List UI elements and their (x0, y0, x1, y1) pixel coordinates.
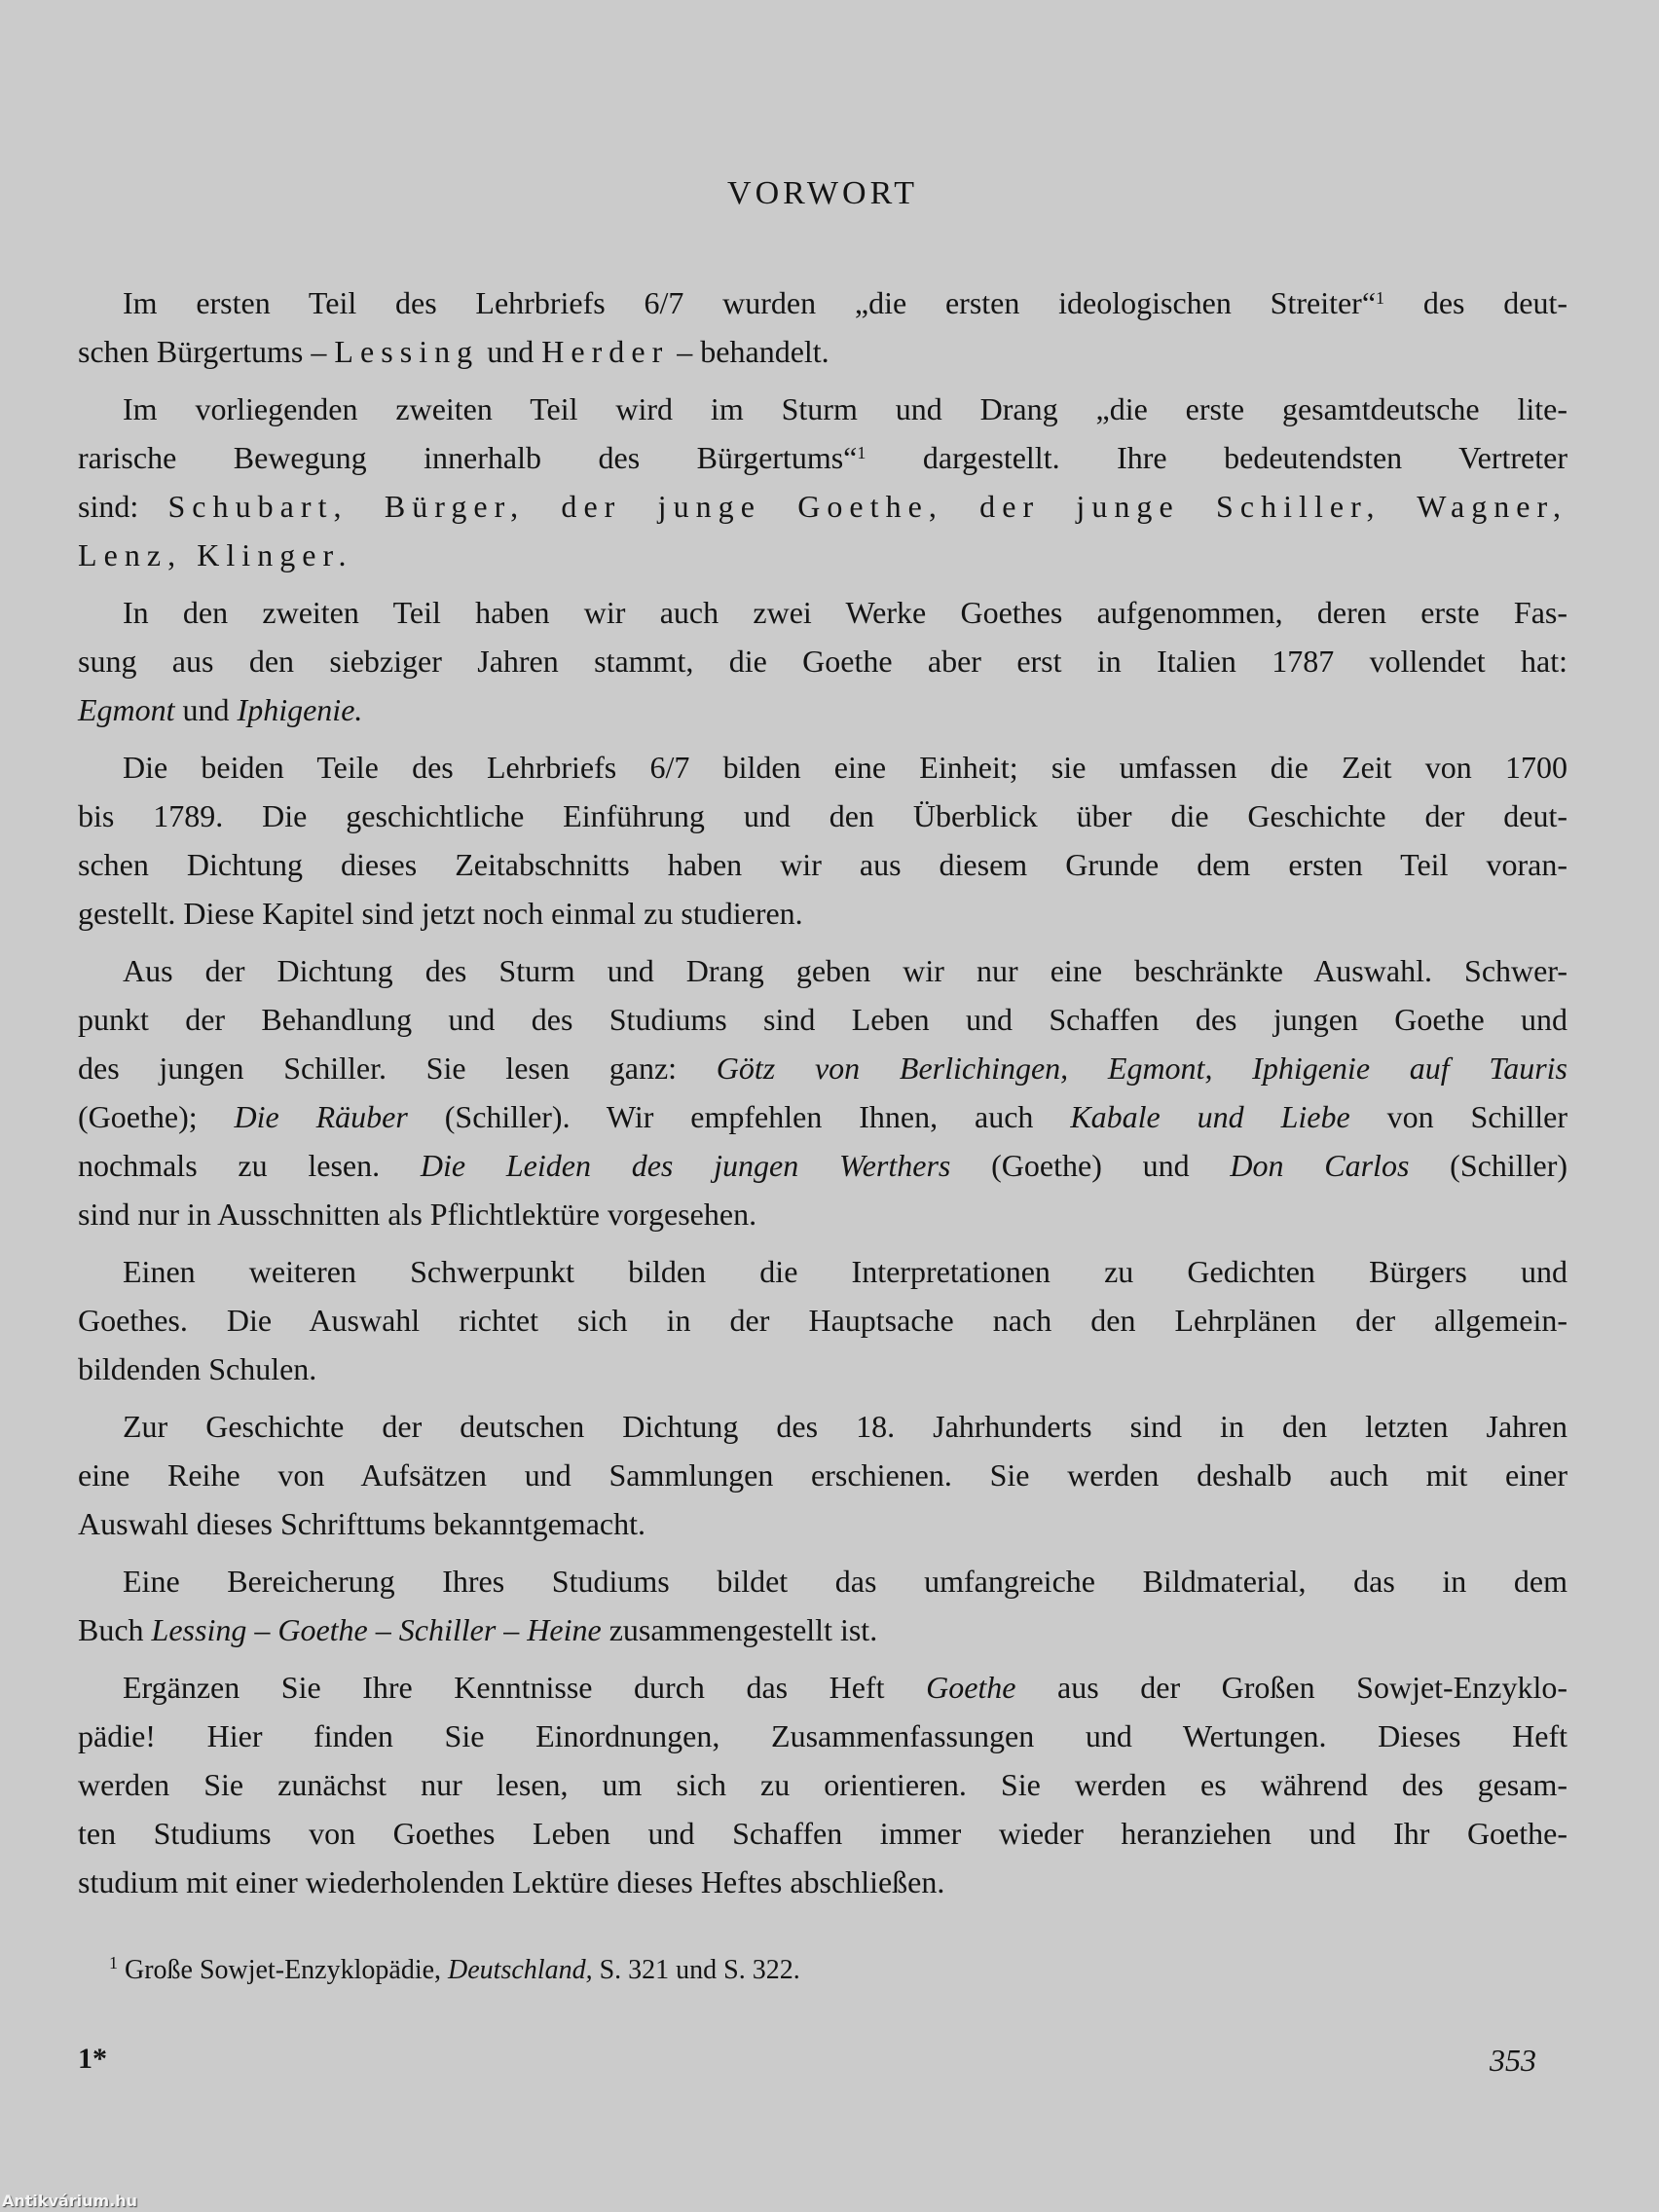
paragraph (78, 743, 1567, 938)
page-number: 353 (1490, 2043, 1536, 2078)
text-line (78, 531, 1567, 579)
text-segment: ten Studiums von Goethes Leben und Schaffen immer wieder heranziehen und Ihr Goethe- (78, 1816, 1567, 1851)
text-line (78, 385, 1567, 433)
text-segment: Don Carlos (1230, 1148, 1410, 1183)
text-segment: Goethes. Die Auswahl richtet sich in der Hauptsache nach den Lehrplänen der allgemein- (78, 1303, 1567, 1338)
text-segment: studium mit einer wiederholenden Lektüre dieses Heftes abschließen. (78, 1864, 945, 1899)
footnote-reference: 1 (1376, 288, 1385, 308)
text-segment: Buch (78, 1612, 152, 1647)
text-segment: gestellt. Diese Kapitel sind jetzt noch einmal zu studieren. (78, 896, 803, 931)
text-segment: Lessing (334, 334, 480, 369)
text-line (78, 1092, 1567, 1141)
text-line (78, 1044, 1567, 1092)
paragraph (78, 946, 1567, 1238)
text-line (78, 433, 1567, 482)
text-line (78, 588, 1567, 637)
text-segment: – behandelt. (669, 334, 830, 369)
text-line (78, 1557, 1567, 1605)
text-line (78, 1712, 1567, 1760)
text-segment: und (479, 334, 542, 369)
text-segment: zusammengestellt ist. (601, 1612, 878, 1647)
text-line (78, 685, 1567, 734)
text-segment: sind nur in Ausschnitten als Pflichtlektüre vorgesehen. (78, 1197, 757, 1232)
text-segment: Lessing – Goethe – Schiller – Heine (151, 1612, 602, 1647)
text-line (78, 1809, 1567, 1858)
signature-mark: 1* (78, 2043, 107, 2075)
text-segment: punkt der Behandlung und des Studiums sind Leben und Schaffen des jungen Goethe und (78, 1002, 1567, 1037)
text-segment: Ergänzen Sie Ihre Kenntnisse durch das Heft (123, 1670, 927, 1705)
text-segment: Auswahl dieses Schrifttums bekanntgemacht. (78, 1506, 645, 1541)
text-segment: werden Sie zunächst nur lesen, um sich zu orientieren. Sie werden es während des gesam- (78, 1767, 1567, 1802)
text-line (78, 482, 1567, 531)
text-segment: Schubart, Bürger, der junge Goethe, der junge Schiller, Wagner, (167, 489, 1567, 524)
page-title: VORWORT (727, 175, 918, 211)
preface-body (78, 278, 1567, 1915)
text-line (78, 1247, 1567, 1296)
text-line (78, 1345, 1567, 1393)
text-segment: (Schiller). Wir empfehlen Ihnen, auch (407, 1099, 1071, 1134)
text-segment: Die beiden Teile des Lehrbriefs 6/7 bilden eine Einheit; sie umfassen die Zeit von 1700 (123, 750, 1567, 785)
text-segment: bildenden Schulen. (78, 1351, 317, 1386)
text-segment: Im ersten Teil des Lehrbriefs 6/7 wurden „die ersten ideologischen Streiter“ (123, 285, 1377, 320)
text-segment: pädie! Hier finden Sie Einordnungen, Zusammenfassungen und Wertungen. Dieses Heft (78, 1718, 1567, 1753)
text-line (78, 743, 1567, 792)
text-segment: bis 1789. Die geschichtliche Einführung und den Überblick über die Geschichte der deut- (78, 798, 1567, 833)
footnote (109, 1955, 800, 1986)
text-segment: Egmont (78, 692, 175, 727)
text-line (78, 1663, 1567, 1712)
footnote-italic: Deutschland, (448, 1955, 593, 1985)
text-segment: von Schiller (1349, 1099, 1567, 1134)
text-line (78, 995, 1567, 1044)
text-line (78, 840, 1567, 889)
paragraph (78, 1402, 1567, 1548)
text-line (78, 946, 1567, 995)
text-segment: Goethe (926, 1670, 1016, 1705)
text-line (78, 1499, 1567, 1548)
text-segment: Götz von Berlichingen, Egmont, Iphigenie auf Tauris (716, 1051, 1568, 1086)
text-line (78, 278, 1567, 327)
text-segment: Lenz, Klinger. (78, 537, 353, 572)
text-line (78, 637, 1567, 685)
text-line (78, 1760, 1567, 1809)
watermark: Antikvárium.hu (2, 2192, 138, 2210)
paragraph (78, 1663, 1567, 1906)
paragraph (78, 1247, 1567, 1393)
paragraph (78, 278, 1567, 376)
text-segment: des deut- (1384, 285, 1568, 320)
footnote-mark: 1 (109, 1953, 118, 1972)
text-segment: aus der Großen Sowjet-Enzyklo- (1015, 1670, 1568, 1705)
footnote-reference: 1 (857, 443, 866, 462)
text-line (78, 1402, 1567, 1451)
text-segment: (Goethe) und (950, 1148, 1231, 1183)
paragraph (78, 1557, 1567, 1654)
text-segment: sind: (78, 489, 168, 524)
text-line (78, 327, 1567, 376)
text-segment: Die Leiden des jungen Werthers (420, 1148, 951, 1183)
text-segment: (Goethe); (78, 1099, 235, 1134)
footnote-text-end: S. 321 und S. 322. (592, 1955, 800, 1985)
text-line (78, 1296, 1567, 1345)
text-line (78, 1858, 1567, 1906)
text-segment: Die Räuber (234, 1099, 408, 1134)
text-segment: Herder (541, 334, 670, 369)
text-segment: (Schiller) (1409, 1148, 1568, 1183)
text-segment: nochmals zu lesen. (78, 1148, 421, 1183)
footnote-text: Große Sowjet-Enzyklopädie, (118, 1955, 449, 1985)
text-segment: dargestellt. Ihre bedeutendsten Vertreter (866, 440, 1568, 475)
text-line (78, 1605, 1567, 1654)
text-line (78, 889, 1567, 938)
text-segment: In den zweiten Teil haben wir auch zwei Werke Goethes aufgenommen, deren erste Fas- (123, 595, 1567, 630)
text-line (78, 792, 1567, 840)
text-segment: rarische Bewegung innerhalb des Bürgertums“ (78, 440, 858, 475)
text-segment: sung aus den siebziger Jahren stammt, die Goethe aber erst in Italien 1787 vollendet hat: (78, 644, 1567, 679)
paragraph (78, 588, 1567, 734)
paragraph (78, 385, 1567, 579)
text-segment: Einen weiteren Schwerpunkt bilden die Interpretationen zu Gedichten Bürgers und (123, 1254, 1567, 1289)
text-segment: schen Bürgertums – (78, 334, 335, 369)
text-line (78, 1141, 1567, 1190)
text-segment: Kabale und Liebe (1070, 1099, 1350, 1134)
text-line (78, 1451, 1567, 1499)
text-segment: Eine Bereicherung Ihres Studiums bildet das umfangreiche Bildmaterial, das in dem (123, 1564, 1567, 1599)
text-segment: Aus der Dichtung des Sturm und Drang geben wir nur eine beschränkte Auswahl. Schwer- (123, 953, 1567, 988)
text-line (78, 1190, 1567, 1238)
text-segment: und (174, 692, 238, 727)
text-segment: eine Reihe von Aufsätzen und Sammlungen erschienen. Sie werden deshalb auch mit einer (78, 1457, 1567, 1493)
text-segment: schen Dichtung dieses Zeitabschnitts haben wir aus diesem Grunde dem ersten Teil voran- (78, 847, 1567, 882)
text-segment: Iphigenie. (237, 692, 363, 727)
text-segment: Im vorliegenden zweiten Teil wird im Sturm und Drang „die erste gesamtdeutsche lite- (123, 391, 1567, 426)
text-segment: Zur Geschichte der deutschen Dichtung des 18. Jahrhunderts sind in den letzten Jahren (123, 1409, 1567, 1444)
text-segment: des jungen Schiller. Sie lesen ganz: (78, 1051, 717, 1086)
